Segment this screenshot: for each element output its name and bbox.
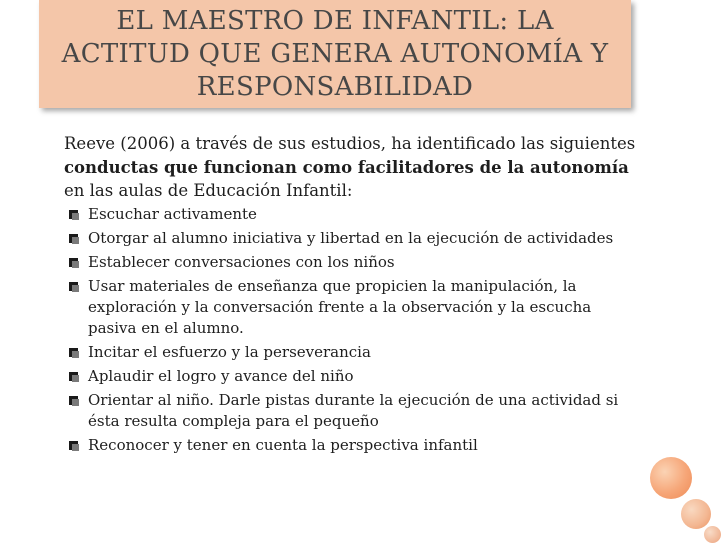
list-item: [64, 252, 624, 273]
decorative-circle-small: [704, 526, 721, 543]
intro-text-bold: conductas que funcionan como facilitadores de la autonomía: [64, 157, 629, 177]
square-bullet-icon: [69, 282, 79, 292]
list-item-text: Establecer conversaciones con los niños: [88, 252, 395, 271]
list-item-text: Otorgar al alumno iniciativa y libertad en la ejecución de actividades: [88, 228, 614, 247]
square-bullet-icon: [69, 441, 79, 451]
square-bullet-icon: [69, 372, 79, 382]
list-item-text: Escuchar activamente: [88, 204, 257, 223]
list-item-text: Reconocer y tener en cuenta la perspectiva infantil: [88, 435, 478, 454]
intro-text-end: en las aulas de Educación Infantil:: [64, 181, 353, 200]
list-item: [64, 204, 624, 225]
title-box: [39, 0, 631, 108]
square-bullet-icon: [69, 234, 79, 244]
slide-title: EL MAESTRO DE INFANTIL: LA ACTITUD QUE GENERA AUTONOMÍA Y RESPONSABILIDAD: [61, 5, 609, 102]
list-item-text: Aplaudir el logro y avance del niño: [88, 366, 354, 385]
intro-text-start: Reeve (2006) a través de sus estudios, ha identificado las siguientes: [64, 134, 636, 153]
behavior-list: [58, 204, 624, 456]
square-bullet-icon: [69, 210, 79, 220]
square-bullet-icon: [69, 348, 79, 358]
slide-body: [64, 132, 644, 459]
list-item-text: Usar materiales de enseñanza que propicien la manipulación, la exploración y la conversación frente a la observación y la escucha pasiva en el alumno.: [88, 276, 592, 337]
list-item: [64, 435, 624, 456]
list-item: [64, 228, 624, 249]
list-item: [64, 366, 624, 387]
decorative-circle-large: [650, 457, 692, 499]
list-item-text: Incitar el esfuerzo y la perseverancia: [88, 342, 371, 361]
list-item: [64, 390, 624, 432]
decorative-circle-medium: [681, 499, 711, 529]
square-bullet-icon: [69, 258, 79, 268]
intro-paragraph: [64, 132, 644, 203]
list-item-text: Orientar al niño. Darle pistas durante la ejecución de una actividad si ésta resulta compleja para el pequeño: [88, 390, 619, 430]
list-item: [64, 276, 624, 339]
square-bullet-icon: [69, 396, 79, 406]
list-item: [64, 342, 624, 363]
